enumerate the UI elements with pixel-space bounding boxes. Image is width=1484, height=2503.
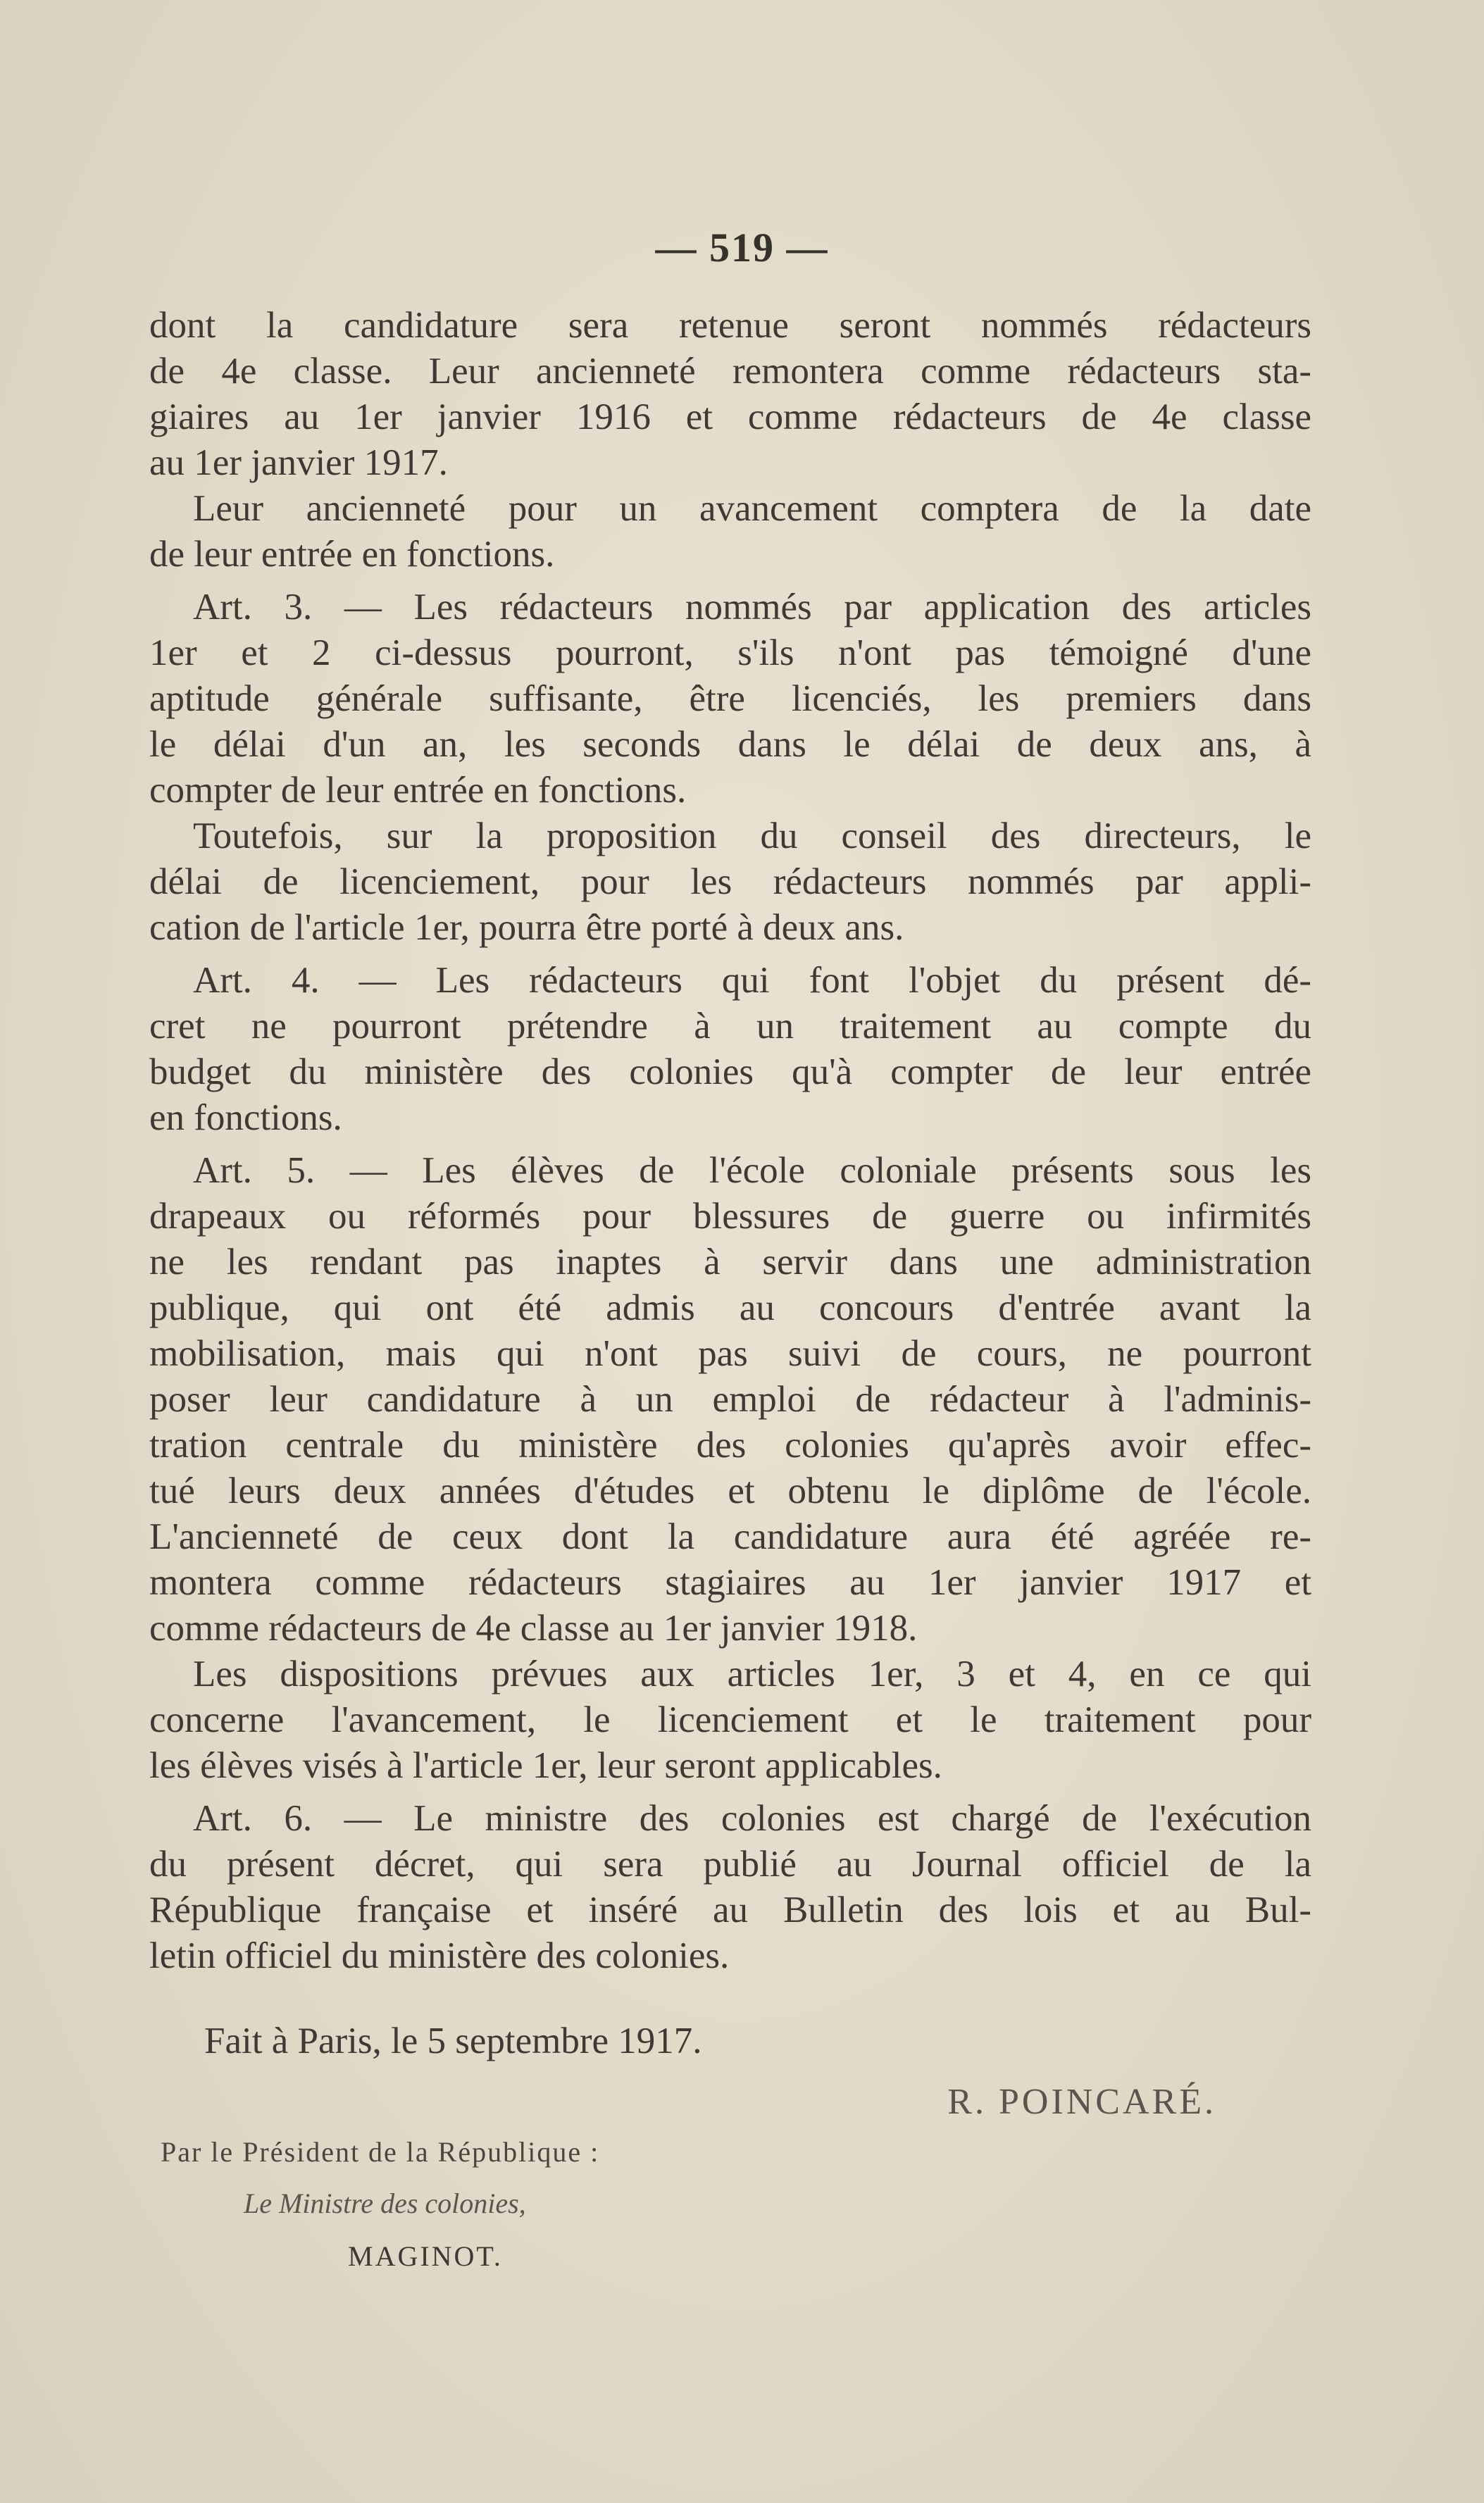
page-number: — 519 — [655, 225, 829, 270]
text-line: cret ne pourront prétendre à un traitement au compte du [149, 1006, 1311, 1047]
text-line: giaires au 1er janvier 1916 et comme rédacteurs de 4e classe [149, 397, 1311, 437]
text-line: Art. 6. — Le ministre des colonies est chargé de l'exécution [193, 1798, 1311, 1839]
text-line: en fonctions. [149, 1097, 342, 1138]
text-line: drapeaux ou réformés pour blessures de guerre ou infirmités [149, 1196, 1311, 1237]
text-line: letin officiel du ministère des colonies. [149, 1935, 730, 1976]
text-line: concerne l'avancement, le licenciement et le traitement pour [149, 1699, 1311, 1740]
text-line: de 4e classe. Leur ancienneté remontera comme rédacteurs sta- [149, 351, 1311, 392]
text-line: Toutefois, sur la proposition du conseil des directeurs, le [193, 816, 1311, 856]
date-line: Fait à Paris, le 5 septembre 1917. [204, 2021, 702, 2061]
text-line: République française et inséré au Bulletin des lois et au Bul- [149, 1890, 1311, 1930]
text-line: ne les rendant pas inaptes à servir dans une administration [149, 1242, 1311, 1282]
text-line: mobilisation, mais qui n'ont pas suivi de cours, ne pourront [149, 1333, 1311, 1374]
president-signature: R. POINCARÉ. [947, 2082, 1216, 2122]
text-line: Art. 3. — Les rédacteurs nommés par application des articles [193, 587, 1311, 628]
text-line: Leur ancienneté pour un avancement comptera de la date [193, 488, 1311, 529]
text-line: compter de leur entrée en fonctions. [149, 770, 687, 811]
text-line: poser leur candidature à un emploi de rédacteur à l'adminis- [149, 1379, 1311, 1420]
decree-body [149, 303, 1311, 1979]
text-line: aptitude générale suffisante, être licenciés, les premiers dans [149, 678, 1311, 719]
text-line: du présent décret, qui sera publié au Journal officiel de la [149, 1844, 1311, 1885]
text-line: le délai d'un an, les seconds dans le délai de deux ans, à [149, 724, 1311, 765]
text-line: comme rédacteurs de 4e classe au 1er janvier 1918. [149, 1608, 918, 1649]
text-line: Art. 5. — Les élèves de l'école coloniale présents sous les [193, 1150, 1311, 1191]
text-line: les élèves visés à l'article 1er, leur seront applicables. [149, 1745, 942, 1786]
text-line: L'ancienneté de ceux dont la candidature aura été agréée re- [149, 1516, 1311, 1557]
text-line: dont la candidature sera retenue seront nommés rédacteurs [149, 305, 1311, 346]
text-line: cation de l'article 1er, pourra être porté à deux ans. [149, 907, 904, 948]
text-line: montera comme rédacteurs stagiaires au 1er janvier 1917 et [149, 1562, 1311, 1603]
minister-title: Le Ministre des colonies, [244, 2187, 526, 2219]
text-line: de leur entrée en fonctions. [149, 534, 555, 575]
text-line: 1er et 2 ci-dessus pourront, s'ils n'ont pas témoigné d'une [149, 632, 1311, 673]
text-line: tration centrale du ministère des colonies qu'après avoir effec- [149, 1425, 1311, 1466]
text-line: au 1er janvier 1917. [149, 442, 448, 483]
text-line: délai de licenciement, pour les rédacteurs nommés par appli- [149, 861, 1311, 902]
text-line: publique, qui ont été admis au concours d'entrée avant la [149, 1287, 1311, 1328]
text-line: tué leurs deux années d'études et obtenu le diplôme de l'école. [149, 1471, 1311, 1511]
minister-name: MAGINOT. [348, 2240, 503, 2272]
countersign-intro: Par le Président de la République : [161, 2136, 600, 2168]
text-line: Les dispositions prévues aux articles 1er, 3 et 4, en ce qui [193, 1654, 1311, 1694]
text-line: budget du ministère des colonies qu'à compter de leur entrée [149, 1051, 1311, 1092]
text-line: Art. 4. — Les rédacteurs qui font l'objet du présent dé- [193, 960, 1311, 1001]
